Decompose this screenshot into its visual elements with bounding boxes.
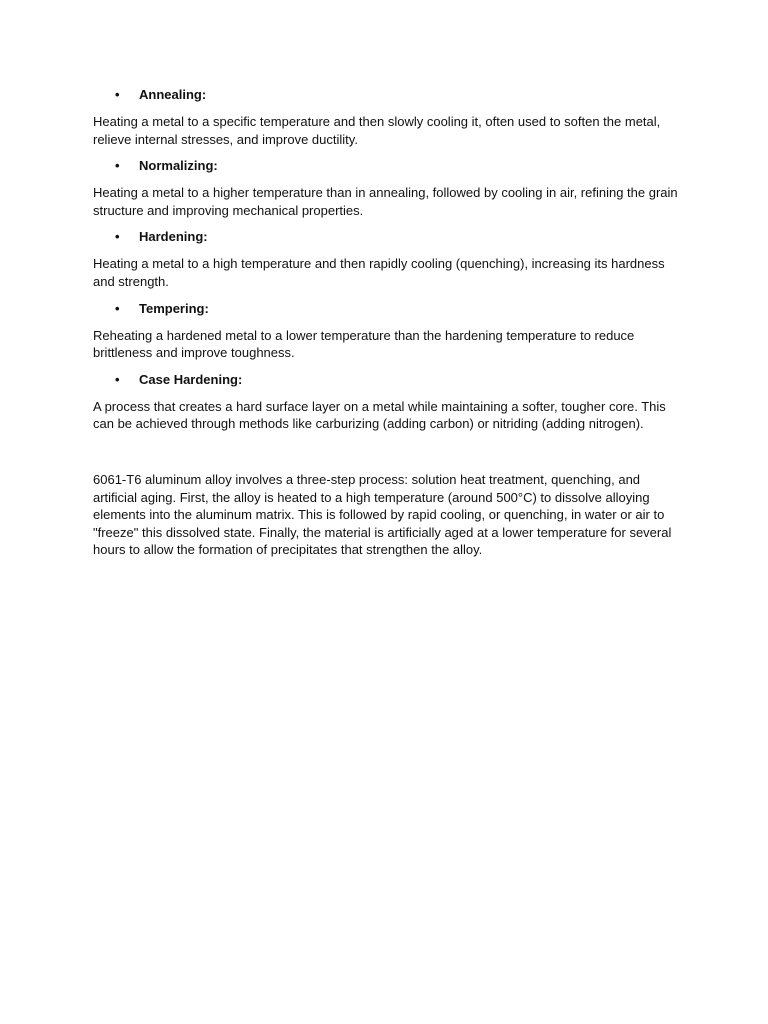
term-heading: Case Hardening:	[139, 371, 243, 387]
term-definition: Reheating a hardened metal to a lower temperature than the hardening temperature to reduce brittleness and improve toughness.	[93, 327, 635, 361]
term-heading: Tempering:	[139, 300, 209, 316]
bullet-icon: •	[115, 229, 120, 245]
term-definition: A process that creates a hard surface layer on a metal while maintaining a softer, tougher core. This can be achieved through methods like carburizing (adding carbon) or nitriding (adding nitrogen).	[93, 398, 666, 432]
bullet-icon: •	[115, 300, 120, 316]
term-heading: Normalizing:	[139, 158, 218, 174]
term-heading: Hardening:	[139, 229, 208, 245]
term-definition: Heating a metal to a higher temperature than in annealing, followed by cooling in air, refining the grain structure and improving mechanical properties.	[93, 185, 678, 218]
bullet-item-annealing	[93, 86, 678, 104]
bullet-item-tempering	[93, 300, 678, 318]
term-heading: Annealing:	[139, 87, 207, 102]
term-definition: Heating a metal to a specific temperature and then slowly cooling it, often used to soften the metal, relieve internal stresses, and improve ductility.	[93, 114, 661, 147]
bullet-item-hardening	[93, 228, 678, 246]
bullet-icon: •	[115, 158, 120, 174]
bullet-item-normalizing	[93, 157, 678, 175]
bullet-item-case-hardening	[93, 371, 678, 389]
summary-paragraph: 6061-T6 aluminum alloy involves a three-step process: solution heat treatment, quenching, and artificial aging. First, the alloy is heated to a high temperature (around 500°C) to dissolve alloying elements into the aluminum matrix. This is followed by rapid cooling, or quenching, in water or air to "freeze" this dissolved state. Finally, the material is artificially aged at a lower temperature for several hours to allow the formation of precipitates that strengthen the alloy.	[93, 471, 672, 558]
bullet-icon: •	[115, 371, 120, 387]
term-definition: Heating a metal to a high temperature and then rapidly cooling (quenching), increasing its hardness and strength.	[93, 256, 665, 289]
document-body	[93, 86, 678, 559]
bullet-icon: •	[115, 87, 120, 102]
